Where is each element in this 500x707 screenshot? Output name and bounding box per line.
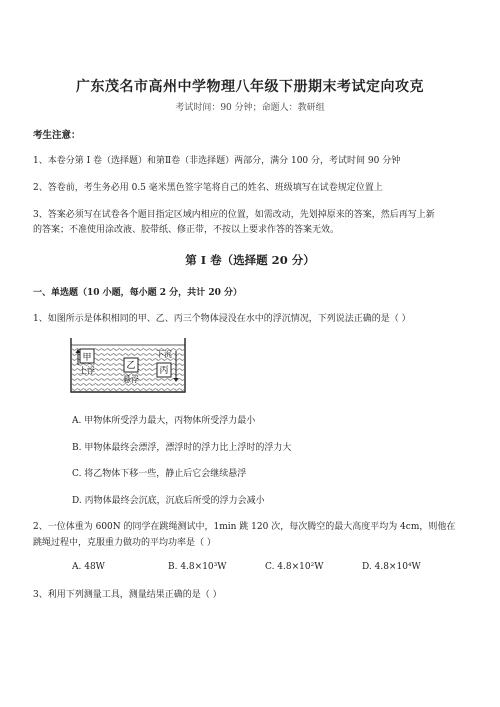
- object-yi: [123, 358, 139, 384]
- section-title: 第 I 卷（选择题 20 分）: [185, 253, 315, 267]
- part-heading: 一、单选题（10 小题，每小题 2 分，共计 20 分）: [33, 288, 242, 298]
- question-2-stem-line-2: 跳绳过程中，克服重力做功的平均功率是（ ）: [33, 538, 216, 548]
- question-3-stem: 3、利用下列测量工具，测量结果正确的是（ ）: [33, 590, 222, 600]
- object-jia-label: 甲: [82, 353, 92, 363]
- question-1-option-c[interactable]: C. 将乙物体下移一些，静止后它会继续悬浮: [72, 469, 247, 479]
- object-yi-state: 悬浮: [123, 375, 139, 384]
- object-jia-state: 上浮: [79, 366, 95, 375]
- notice-item-3-cont: 的答案；不准使用涂改液、胶带纸、修正带，不按以上要求作答的答案无效。: [33, 225, 340, 235]
- notice-item-2: 2、答卷前，考生务必用 0.5 毫米黑色签字笔将自己的姓名、班级填写在试卷规定位置上: [33, 183, 383, 193]
- question-2-option-a[interactable]: A. 48W: [72, 562, 105, 572]
- question-2-option-c[interactable]: C. 4.8×10²W: [265, 562, 324, 572]
- buoyancy-figure: [70, 337, 186, 393]
- object-bing-label: 丙: [159, 366, 169, 376]
- notice-heading: 考生注意：: [33, 130, 81, 141]
- object-bing-state: 下沉: [156, 350, 172, 359]
- object-yi-label: 乙: [126, 361, 136, 371]
- notice-item-1: 1、本卷分第 I 卷（选择题）和第Ⅱ卷（非选择题）两部分，满分 100 分，考试时间 90 分钟: [33, 156, 401, 166]
- exam-title: 广东茂名市高州中学物理八年级下册期末考试定向攻克: [76, 79, 424, 95]
- question-2-stem-line-1: 2、一位体重为 600N 的同学在跳绳测试中，1min 跳 120 次，每次腾空的最大高度平均为 4cm，则他在: [33, 522, 456, 532]
- exam-subtitle: 考试时间：90 分钟；命题人：教研组: [175, 103, 325, 113]
- question-2-option-d[interactable]: D. 4.8×10⁴W: [362, 562, 421, 572]
- question-1-option-d[interactable]: D. 丙物体最终会沉底，沉底后所受的浮力会减小: [72, 496, 265, 506]
- notice-item-3: 3、答案必须写在试卷各个题目指定区域内相应的位置，如需改动，先划掉原来的答案，然后再写上新: [33, 210, 435, 220]
- question-1-option-b[interactable]: B. 甲物体最终会漂浮，漂浮时的浮力比上浮时的浮力大: [72, 443, 292, 453]
- question-2-option-b[interactable]: B. 4.8×10³W: [168, 562, 227, 572]
- question-1-stem: 1、如图所示是体积相同的甲、乙、丙三个物体浸没在水中的浮沉情况，下列说法正确的是（ ）: [33, 314, 411, 324]
- object-jia: [76, 349, 96, 375]
- question-1-option-a[interactable]: A. 甲物体所受浮力最大，丙物体所受浮力最小: [72, 416, 256, 426]
